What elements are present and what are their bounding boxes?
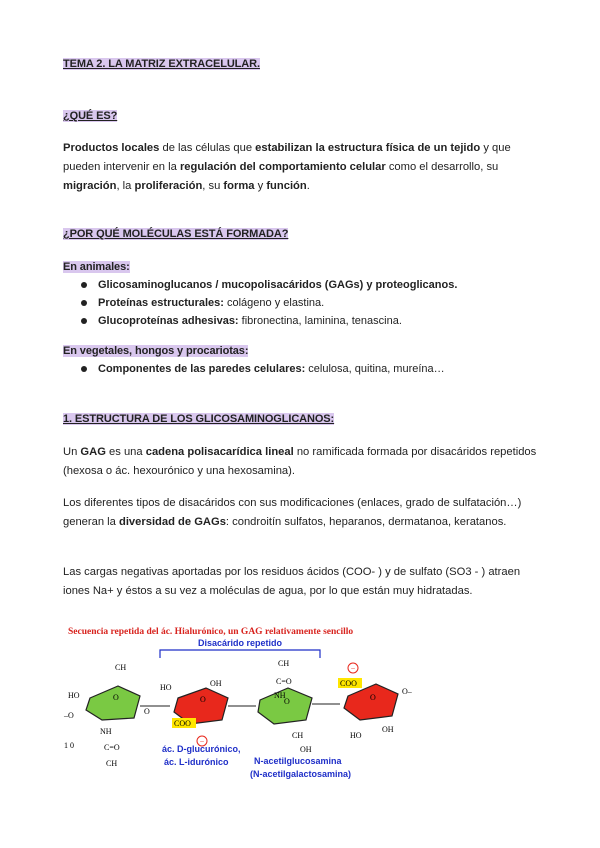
list-item: Glucoproteínas adhesivas: fibronectina, laminina, tenascina. — [63, 312, 457, 330]
svg-text:NH: NH — [274, 691, 286, 700]
svg-text:CH: CH — [106, 759, 118, 768]
hyaluronic-structure-diagram — [60, 620, 480, 795]
label-acetylglucosamine: N-acetilglucosamina — [254, 756, 342, 766]
repeat-bracket — [160, 650, 320, 658]
glucuronic-ring-2 — [338, 663, 413, 740]
svg-text:O–: O– — [402, 687, 412, 696]
animales-label: En animales: — [63, 261, 130, 273]
svg-text:C=O: C=O — [104, 743, 120, 752]
vegetales-list — [63, 360, 445, 378]
gag-definition-paragraph: Un GAG es una cadena polisacarídica lineal no ramificada formada por disacáridos repetidos (hexosa o ác. hexourónico y una hexosamina). — [63, 446, 537, 477]
glucosamine-ring-1 — [63, 663, 140, 768]
svg-text:−: − — [199, 737, 205, 746]
label-glucuronic: ác. D-glucurónico, — [162, 744, 241, 754]
bullet-icon — [81, 300, 87, 306]
svg-text:–O: –O — [64, 711, 74, 720]
svg-text:COO: COO — [174, 719, 191, 728]
list-item: Glicosaminoglucanos / mucopolisacáridos (GAGs) y proteoglicanos. — [63, 276, 457, 294]
svg-text:−: − — [350, 664, 356, 673]
svg-text:HO: HO — [68, 691, 80, 700]
svg-text:OH: OH — [300, 745, 312, 754]
definition-paragraph: Productos locales de las células que estabilizan la estructura física de un tejido y que pueden intervenir en la regulación del comportamiento celular como el desarrollo, su migración, la proliferación, su forma y función. — [63, 142, 511, 192]
section-heading-estructura: 1. ESTRUCTURA DE LOS GLICOSAMINOGLICANOS: — [63, 413, 335, 425]
svg-text:O: O — [200, 695, 206, 704]
svg-text:O: O — [113, 693, 119, 702]
section-heading-moleculas: ¿POR QUÉ MOLÉCULAS ESTÁ FORMADA? — [63, 228, 289, 240]
document-title: TEMA 2. LA MATRIZ EXTRACELULAR. — [63, 58, 260, 70]
svg-text:OH: OH — [382, 725, 394, 734]
list-item: Componentes de las paredes celulares: celulosa, quitina, mureína… — [63, 360, 445, 378]
bracket-label: Disacárido repetido — [197, 638, 283, 648]
vegetales-label: En vegetales, hongos y procariotas: — [63, 345, 249, 357]
glucosamine-ring-2 — [258, 659, 312, 754]
svg-text:O: O — [370, 693, 376, 702]
glucuronic-ring — [160, 679, 228, 746]
gag-charges-paragraph: Las cargas negativas aportadas por los residuos ácidos (COO- ) y de sulfato (SO3 - ) atraen iones Na+ y éstos a su vez a moléculas de agua, por lo que están muy hidratadas. — [63, 566, 521, 597]
svg-text:O: O — [284, 697, 290, 706]
bullet-icon — [81, 282, 87, 288]
label-iduronic: ác. L-idurónico — [164, 757, 229, 767]
svg-text:HO: HO — [160, 683, 172, 692]
label-acetylgalactosamine: (N-acetilgalactosamina) — [250, 769, 352, 779]
svg-text:CH: CH — [115, 663, 127, 672]
svg-text:COO: COO — [340, 679, 357, 688]
bullet-icon — [81, 318, 87, 324]
list-item: Proteínas estructurales: colágeno y elastina. — [63, 294, 457, 312]
hyaluronic-acid-figure — [60, 620, 480, 795]
gag-diversity-paragraph: Los diferentes tipos de disacáridos con sus modificaciones (enlaces, grado de sulfatación…) generan la diversidad de GAGs: condroitín sulfatos, heparanos, dermatanoa, keratanos. — [63, 497, 522, 528]
figure-number: 1 0 — [64, 741, 74, 750]
figure-title: Secuencia repetida del ác. Hialurónico, un GAG relativamente sencillo — [68, 627, 354, 637]
bullet-icon — [81, 366, 87, 372]
svg-text:C=O: C=O — [276, 677, 292, 686]
svg-text:HO: HO — [350, 731, 362, 740]
svg-text:O: O — [144, 707, 150, 716]
svg-text:CH: CH — [292, 731, 304, 740]
section-heading-que-es: ¿QUÉ ES? — [63, 110, 118, 122]
animales-list — [63, 276, 457, 330]
svg-text:OH: OH — [210, 679, 222, 688]
svg-text:NH: NH — [100, 727, 112, 736]
svg-text:CH: CH — [278, 659, 290, 668]
